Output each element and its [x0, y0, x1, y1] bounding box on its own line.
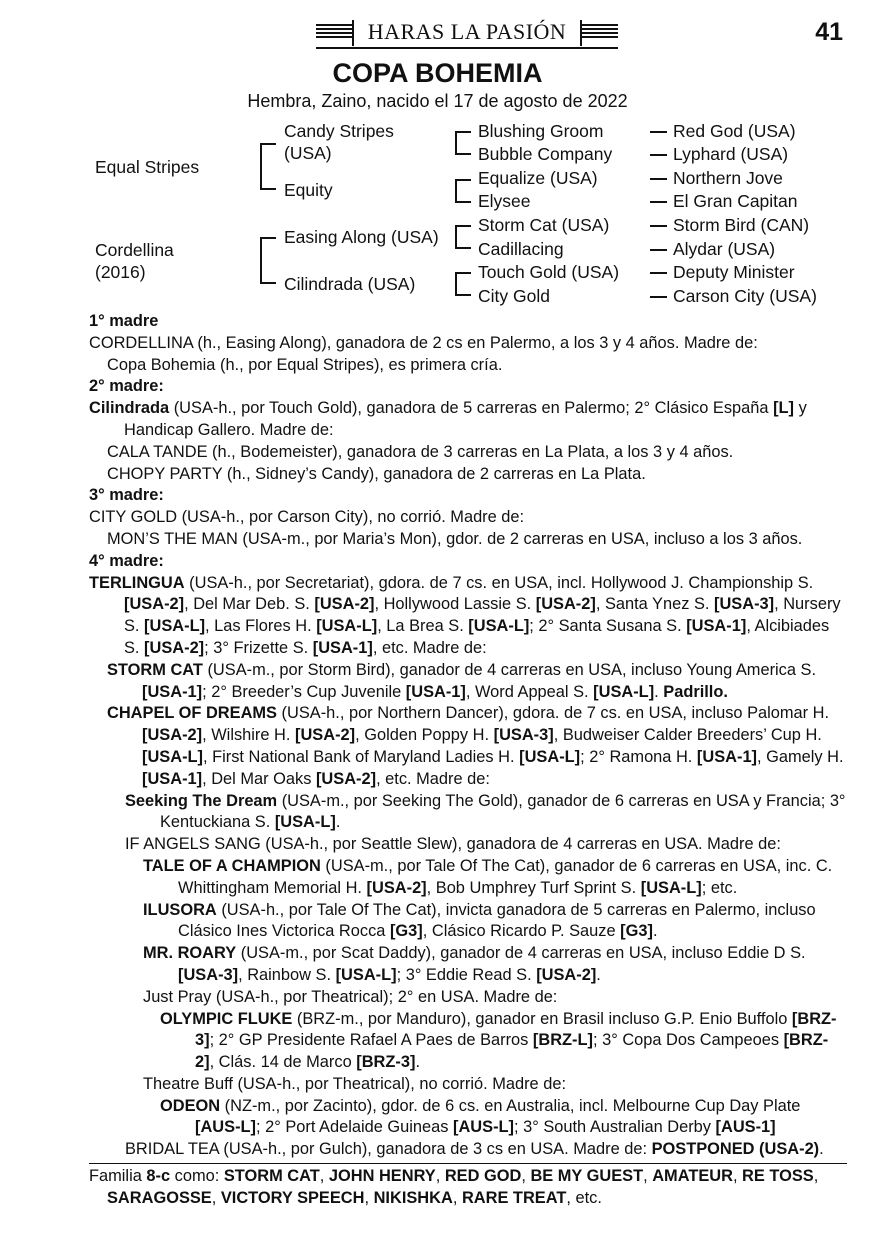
ilusora-name: ILUSORA — [143, 900, 217, 919]
header-logo — [316, 16, 618, 50]
pedigree-g4-8: Carson City (USA) — [673, 286, 817, 306]
pedigree-dash — [650, 225, 667, 227]
ilusora-entry: ILUSORA (USA-h., por Tale Of The Cat), invicta ganadora de 5 carreras en Palermo, incluso Clásico Ines Victorica Rocca [G3], Clásico Ricardo P. Sauze [G3]. — [143, 900, 816, 941]
dam2-entry: Cilindrada (USA-h., por Touch Gold), ganadora de 5 carreras en Palermo; 2° Clásico España [L] y Handicap Gallero. Madre de: — [89, 399, 807, 439]
family-code: 8-c — [146, 1167, 171, 1186]
pedigree-dash — [650, 249, 667, 251]
pedigree-dash — [650, 296, 667, 298]
pedigree-connector — [455, 131, 457, 155]
theatre-entry: Theatre Buff (USA-h., por Theatrical), no corrió. Madre de: — [143, 1074, 567, 1093]
seeking-name: Seeking The Dream — [125, 791, 278, 810]
pedigree-g4-4: El Gran Capitan — [673, 191, 798, 211]
tale-name: TALE OF A CHAMPION — [143, 856, 321, 875]
dam1-entry: CORDELLINA (h., Easing Along), ganadora de 2 cs en Palermo, a los 3 y 4 años. Madre de: — [89, 333, 758, 352]
olympic-entry: OLYMPIC FLUKE (BRZ-m., por Manduro), ganador en Brasil incluso G.P. Enio Buffolo [BRZ-3]; 2° GP Presidente Rafael A Paes de Barros [BRZ-L]; 3° Copa Dos Campeoes [BRZ-2], Clás. 14 de Marco [BRZ-3]. — [160, 1009, 837, 1072]
pedigree-connector — [260, 143, 276, 145]
header-divider-left — [352, 20, 354, 46]
olympic-name: OLYMPIC FLUKE — [160, 1009, 293, 1028]
brand-name: HARAS LA PASIÓN — [367, 19, 567, 44]
pedigree-dash — [650, 131, 667, 133]
pedigree-dam-sire: Easing Along (USA) — [284, 227, 439, 247]
pedigree-connector — [260, 237, 262, 284]
pedigree-sire-sire: Candy Stripes — [284, 121, 394, 141]
pedigree-connector — [455, 131, 471, 133]
decorative-lines-right — [582, 24, 618, 40]
pedigree-connector — [455, 294, 471, 296]
seeking-entry: Seeking The Dream (USA-m., por Seeking The Gold), ganador de 6 carreras en USA y Francia; 3° Kentuckiana S. [USA-L]. — [125, 791, 846, 832]
dam4-heading: 4° madre: — [89, 551, 164, 570]
pedigree-connector — [455, 201, 471, 203]
pedigree-connector — [260, 188, 276, 190]
tale-entry: TALE OF A CHAMPION (USA-m., por Tale Of The Cat), ganador de 6 carreras en USA, inc. C. Whittingham Memorial H. [USA-2], Bob Umphrey Turf Sprint S. [USA-L]; etc. — [143, 856, 833, 897]
pedigree-connector — [455, 247, 471, 249]
family-divider — [89, 1163, 847, 1164]
chapel-entry: CHAPEL OF DREAMS (USA-h., por Northern Dancer), gdora. de 7 cs. en USA, incluso Palomar H. [USA-2], Wilshire H. [USA-2], Golden Poppy H. [USA-3], Budweiser Calder Breeders’ Cup H. [USA-L], First National Bank of Maryland Ladies H. [USA-L]; 2° Ramona H. [USA-1], Gamely H. [USA-1], Del Mar Oaks [USA-2], etc. Madre de: — [107, 704, 844, 788]
pedigree-dash — [650, 178, 667, 180]
header-underline — [316, 47, 618, 49]
decorative-lines-left — [316, 24, 352, 40]
pedigree-dam: Cordellina — [95, 240, 174, 260]
dam2-offspring: CHOPY PARTY (h., Sidney’s Candy), ganadora de 2 carreras en La Plata. — [107, 464, 646, 483]
pedigree-table — [0, 118, 875, 310]
pedigree-g4-7: Deputy Minister — [673, 262, 795, 282]
bridal-entry: BRIDAL TEA (USA-h., por Gulch), ganadora de 3 cs en USA. Madre de: POSTPONED (USA-2). — [125, 1140, 824, 1159]
just-pray-entry: Just Pray (USA-h., por Theatrical); 2° en USA. Madre de: — [143, 987, 558, 1006]
if-angels-entry: IF ANGELS SANG (USA-h., por Seattle Slew), ganadora de 4 carreras en USA. Madre de: — [125, 835, 781, 854]
odeon-name: ODEON — [160, 1096, 221, 1115]
odeon-entry: ODEON (NZ-m., por Zacinto), gdor. de 6 cs. en Australia, incl. Melbourne Cup Day Plate [AUS-L]; 2° Port Adelaide Guineas [AUS-L]; 3° South Australian Derby [AUS-1] — [160, 1096, 801, 1137]
dam3-heading: 3° madre: — [89, 486, 164, 505]
roary-name: MR. ROARY — [143, 944, 237, 963]
pedigree-dash — [650, 201, 667, 203]
pedigree-dash — [650, 272, 667, 274]
pedigree-g3-7: Touch Gold (USA) — [478, 262, 620, 282]
pedigree-connector — [455, 179, 457, 203]
pedigree-sire-dam: Equity — [284, 180, 333, 200]
pedigree-connector — [455, 225, 471, 227]
horse-description: Hembra, Zaino, nacido el 17 de agosto de 2022 — [247, 91, 628, 111]
pedigree-dash — [650, 154, 667, 156]
pedigree-g4-3: Northern Jove — [673, 168, 783, 188]
pedigree-g4-6: Alydar (USA) — [673, 239, 776, 259]
storm-cat-entry: STORM CAT (USA-m., por Storm Bird), ganador de 4 carreras en USA, incluso Young America S. [USA-1]; 2° Breeder’s Cup Juvenile [USA-1], Word Appeal S. [USA-L]. Padrillo. — [107, 660, 817, 701]
horse-name: COPA BOHEMIA — [332, 58, 543, 88]
pedigree-connector — [455, 272, 471, 274]
page-number: 41 — [815, 18, 843, 46]
postponed-name: POSTPONED (USA-2) — [651, 1140, 820, 1159]
pedigree-g3-5: Storm Cat (USA) — [478, 215, 610, 235]
pedigree-g3-2: Bubble Company — [478, 144, 613, 164]
pedigree-g3-1: Blushing Groom — [478, 121, 604, 141]
pedigree-dam-year: (2016) — [95, 262, 146, 282]
pedigree-connector — [455, 225, 457, 249]
terlingua-entry: TERLINGUA (USA-h., por Secretariat), gdora. de 7 cs. en USA, incl. Hollywood J. Championship S. [USA-2], Del Mar Deb. S. [USA-2], Hollywood Lassie S. [USA-2], Santa Ynez S. [USA-3], Nursery S. [USA-L], Las Flores H. [USA-L], La Brea S. [USA-L]; 2° Santa Susana S. [USA-1], Alcibiades S. [USA-2]; 3° Frizette S. [USA-1], etc. Madre de: — [89, 573, 841, 657]
pedigree-g3-3: Equalize (USA) — [478, 168, 598, 188]
roary-entry: MR. ROARY (USA-m., por Scat Daddy), ganador de 4 carreras en USA, incluso Eddie D S. [USA-3], Rainbow S. [USA-L]; 3° Eddie Read S. [USA-2]. — [143, 944, 806, 984]
pedigree-connector — [455, 153, 471, 155]
storm-cat-name: STORM CAT — [107, 660, 203, 679]
pedigree-g3-6: Cadillacing — [478, 239, 564, 259]
dam1-heading: 1° madre — [89, 312, 159, 330]
dam2-name: Cilindrada — [89, 399, 170, 418]
dam2-heading: 2° madre: — [89, 377, 164, 396]
pedigree-g4-2: Lyphard (USA) — [673, 144, 789, 164]
maternal-line — [89, 311, 847, 1210]
pedigree-sire: Equal Stripes — [95, 157, 200, 177]
dam1-offspring: Copa Bohemia (h., por Equal Stripes), es primera cría. — [107, 355, 503, 374]
pedigree-connector — [260, 282, 276, 284]
terlingua-name: TERLINGUA — [89, 573, 185, 592]
pedigree-g3-8: City Gold — [478, 286, 550, 306]
pedigree-dam-dam: Cilindrada (USA) — [284, 274, 416, 294]
dam3-offspring: MON’S THE MAN (USA-m., por Maria’s Mon), gdor. de 2 carreras en USA, incluso a los 3 años. — [107, 529, 803, 548]
pedigree-connector — [455, 272, 457, 296]
chapel-name: CHAPEL OF DREAMS — [107, 704, 277, 723]
dam2-offspring: CALA TANDE (h., Bodemeister), ganadora de 3 carreras en La Plata, a los 3 y 4 años. — [107, 442, 734, 461]
dam3-entry: CITY GOLD (USA-h., por Carson City), no corrió. Madre de: — [89, 508, 525, 527]
pedigree-g4-5: Storm Bird (CAN) — [673, 215, 810, 235]
family-line: Familia 8-c como: STORM CAT, JOHN HENRY, RED GOD, BE MY GUEST, AMATEUR, RE TOSS, SARAGOSSE, VICTORY SPEECH, NIKISHKA, RARE TREAT, etc. — [89, 1167, 819, 1207]
stallion-note: Padrillo. — [663, 682, 728, 701]
pedigree-sire-sire-country: (USA) — [284, 143, 332, 163]
pedigree-connector — [260, 237, 276, 239]
pedigree-g3-4: Elysee — [478, 191, 531, 211]
pedigree-connector — [455, 179, 471, 181]
pedigree-connector — [260, 143, 262, 190]
pedigree-g4-1: Red God (USA) — [673, 121, 796, 141]
